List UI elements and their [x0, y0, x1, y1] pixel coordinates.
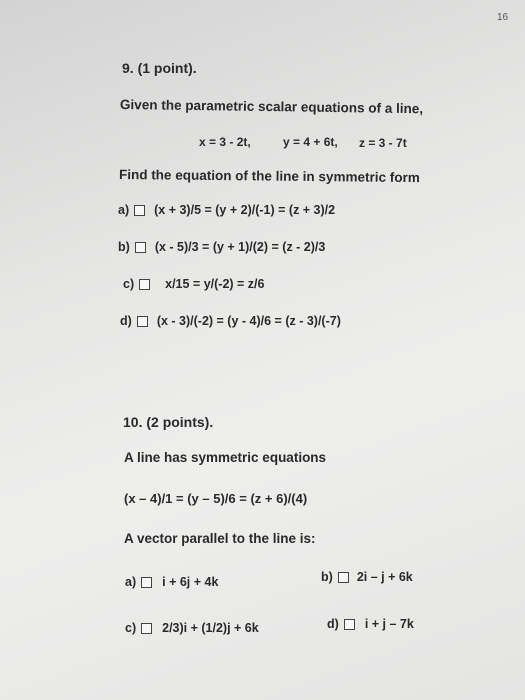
option-label: a)	[118, 203, 130, 217]
option-label: d)	[327, 617, 339, 631]
checkbox[interactable]	[141, 623, 152, 634]
option-label: b)	[321, 570, 333, 584]
option-text: i + j – 7k	[364, 617, 414, 631]
option-label: a)	[125, 575, 137, 589]
checkbox[interactable]	[344, 619, 355, 630]
page-number: 16	[497, 12, 509, 23]
q9-option-d[interactable]	[120, 314, 341, 328]
q9-title: 9. (1 point).	[122, 60, 197, 76]
q9-eq-y: y = 4 + 6t,	[283, 135, 338, 149]
q9-option-a[interactable]	[118, 203, 335, 217]
option-text: 2/3)i + (1/2)j + 6k	[162, 621, 259, 635]
q10-title: 10. (2 points).	[123, 414, 214, 430]
q10-option-c[interactable]	[125, 621, 259, 635]
option-text: (x - 3)/(-2) = (y - 4)/6 = (z - 3)/(-7)	[156, 314, 341, 328]
q10-instruction: A vector parallel to the line is:	[124, 531, 316, 546]
option-text: (x + 3)/5 = (y + 2)/(-1) = (z + 3)/2	[154, 203, 336, 217]
q9-option-c[interactable]	[123, 277, 264, 291]
option-label: d)	[120, 314, 132, 328]
option-text: (x - 5)/3 = (y + 1)/(2) = (z - 2)/3	[154, 240, 326, 254]
q10-option-d[interactable]	[327, 617, 414, 631]
q10-prompt: A line has symmetric equations	[124, 450, 327, 465]
option-label: c)	[125, 621, 137, 635]
checkbox[interactable]	[137, 316, 148, 327]
q9-eq-z: z = 3 - 7t	[359, 136, 407, 150]
option-text: i + 6j + 4k	[162, 575, 219, 589]
option-label: c)	[123, 277, 135, 291]
option-label: b)	[118, 240, 130, 254]
q9-option-b[interactable]	[118, 240, 325, 254]
option-text: x/15 = y/(-2) = z/6	[165, 277, 265, 291]
q10-option-b[interactable]	[321, 570, 413, 584]
checkbox[interactable]	[338, 572, 349, 583]
checkbox[interactable]	[139, 279, 150, 290]
q10-equation: (x – 4)/1 = (y – 5)/6 = (z + 6)/(4)	[124, 491, 308, 506]
q10-option-a[interactable]	[125, 575, 218, 589]
q9-instruction: Find the equation of the line in symmetric form	[118, 167, 420, 186]
checkbox[interactable]	[135, 242, 146, 253]
checkbox[interactable]	[141, 577, 152, 588]
option-text: 2i – j + 6k	[356, 570, 413, 584]
checkbox[interactable]	[134, 205, 145, 216]
q9-eq-x: x = 3 - 2t,	[199, 135, 251, 149]
q9-prompt: Given the parametric scalar equations of a line,	[119, 97, 424, 117]
